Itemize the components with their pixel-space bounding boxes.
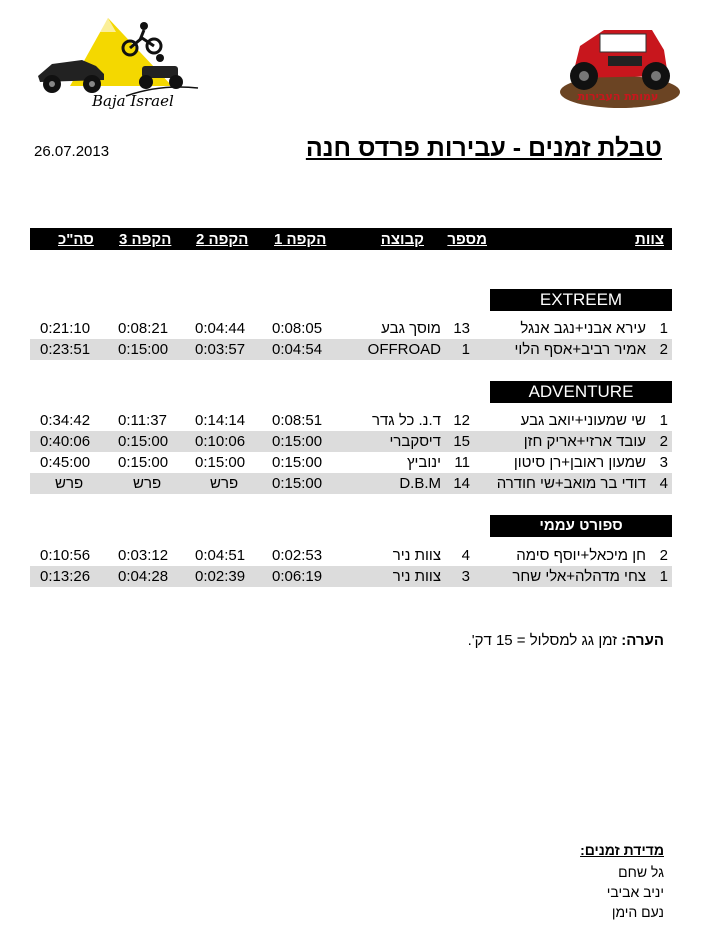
row-lap1: 0:04:54 (272, 341, 323, 358)
row-rank: 2 (659, 547, 668, 564)
timing-title: מדידת זמנים: (580, 842, 664, 858)
row-rank: 1 (659, 412, 668, 429)
row-team: צחי מדהלה+אלי שחר (512, 568, 646, 585)
baja-israel-logo (30, 14, 200, 110)
row-team: עירא אבני+נגב אנגל (520, 320, 646, 337)
footnote-text: זמן גג למסלול = 15 דק'. (467, 632, 618, 649)
timing-credits (580, 842, 664, 922)
footnote (468, 632, 664, 649)
row-club: דיסקברי (389, 433, 441, 450)
event-date: 26.07.2013 (34, 143, 110, 160)
row-total: 0:34:42 (40, 412, 91, 429)
row-lap1: 0:15:00 (272, 433, 323, 450)
table-row (30, 473, 672, 494)
row-lap3: 0:15:00 (118, 341, 169, 358)
timing-name: יניב אביבי (606, 884, 664, 900)
association-logo-text: עמותת העבירות (577, 90, 659, 103)
row-lap3: פרש (133, 475, 162, 492)
table-row (30, 318, 672, 339)
row-lap1: 0:15:00 (272, 454, 323, 471)
row-lap1: 0:06:19 (272, 568, 323, 585)
row-lap1: 0:02:53 (272, 547, 323, 564)
row-rank: 2 (659, 341, 668, 358)
row-number: 11 (454, 454, 470, 471)
row-lap2: 0:15:00 (195, 454, 246, 471)
row-club: ינוביץ (406, 454, 441, 471)
offroad-association-logo (552, 10, 682, 110)
row-number: 15 (453, 433, 470, 450)
row-lap3: 0:08:21 (118, 320, 169, 337)
row-number: 3 (461, 568, 470, 585)
row-total: 0:23:51 (40, 341, 91, 358)
row-lap1: 0:08:51 (272, 412, 323, 429)
row-team: אמיר רביב+אסף הלוי (514, 341, 646, 358)
row-lap3: 0:11:37 (118, 412, 167, 429)
row-team: שמעון ראובן+רן סיטון (513, 454, 646, 471)
category-adventure: ADVENTURE (490, 381, 672, 403)
row-club: מוסך גבע (381, 320, 441, 337)
row-total: 0:13:26 (40, 568, 91, 585)
table-row (30, 545, 672, 566)
row-number: 12 (453, 412, 470, 429)
row-rank: 2 (659, 433, 668, 450)
row-lap2: פרש (210, 475, 239, 492)
table-row (30, 410, 672, 431)
table-row (30, 339, 672, 360)
header-lap2: הקפה 2 (196, 231, 249, 248)
row-lap2: 0:02:39 (195, 568, 246, 585)
row-number: 1 (461, 341, 470, 358)
row-club: OFFROAD (367, 341, 441, 358)
header-total: סה"כ (58, 231, 94, 248)
row-lap3: 0:03:12 (118, 547, 169, 564)
row-number: 13 (453, 320, 470, 337)
table-row (30, 566, 672, 587)
row-team: שי שמעוני+יואב גבע (520, 412, 646, 429)
row-lap2: 0:04:51 (195, 547, 246, 564)
header-number: מספר (447, 231, 487, 248)
row-team: עובד ארזי+אריק חזן (523, 433, 646, 450)
timing-name: נעם הימן (611, 904, 664, 920)
row-club: צוות ניר (392, 547, 441, 564)
timing-name: גל שחם (618, 864, 664, 880)
row-lap3: 0:04:28 (118, 568, 169, 585)
header-lap1: הקפה 1 (274, 231, 327, 248)
baja-logo-graphic-icon (30, 14, 200, 110)
header-club: קבוצה (380, 231, 424, 248)
row-total: פרש (55, 475, 84, 492)
row-club: D.B.M (399, 475, 441, 492)
row-lap1: 0:15:00 (272, 475, 323, 492)
table-header (30, 228, 672, 250)
row-rank: 1 (659, 568, 668, 585)
row-lap1: 0:08:05 (272, 320, 323, 337)
row-rank: 3 (659, 454, 668, 471)
row-total: 0:10:56 (40, 547, 91, 564)
row-lap3: 0:15:00 (118, 454, 169, 471)
category-extreem: EXTREEM (490, 289, 672, 311)
footnote-label: הערה: (621, 632, 664, 649)
table-row (30, 431, 672, 452)
row-lap2: 0:14:14 (195, 412, 246, 429)
row-lap2: 0:04:44 (195, 320, 246, 337)
jeep-logo-icon (552, 10, 682, 110)
row-lap3: 0:15:00 (118, 433, 169, 450)
row-number: 14 (453, 475, 470, 492)
row-total: 0:21:10 (40, 320, 91, 337)
header-team: צוות (635, 231, 664, 248)
row-total: 0:45:00 (40, 454, 91, 471)
row-lap2: 0:10:06 (195, 433, 246, 450)
row-rank: 4 (659, 475, 668, 492)
row-team: דודי בר מואב+שי חודרה (496, 475, 646, 492)
row-number: 4 (461, 547, 470, 564)
page-title: טבלת זמנים - עבירות פרדס חנה (305, 134, 662, 162)
row-lap2: 0:03:57 (195, 341, 246, 358)
baja-logo-text: Baja Israel (92, 92, 174, 110)
row-club: צוות ניר (392, 568, 441, 585)
header-lap3: הקפה 3 (119, 231, 172, 248)
row-total: 0:40:06 (40, 433, 91, 450)
table-row (30, 452, 672, 473)
row-club: ד.נ. כל גדר (371, 412, 441, 429)
category-popular-sport: ספורט עממי (490, 515, 672, 537)
row-team: חן מיכאל+יוסף סימה (516, 547, 646, 564)
row-rank: 1 (659, 320, 668, 337)
